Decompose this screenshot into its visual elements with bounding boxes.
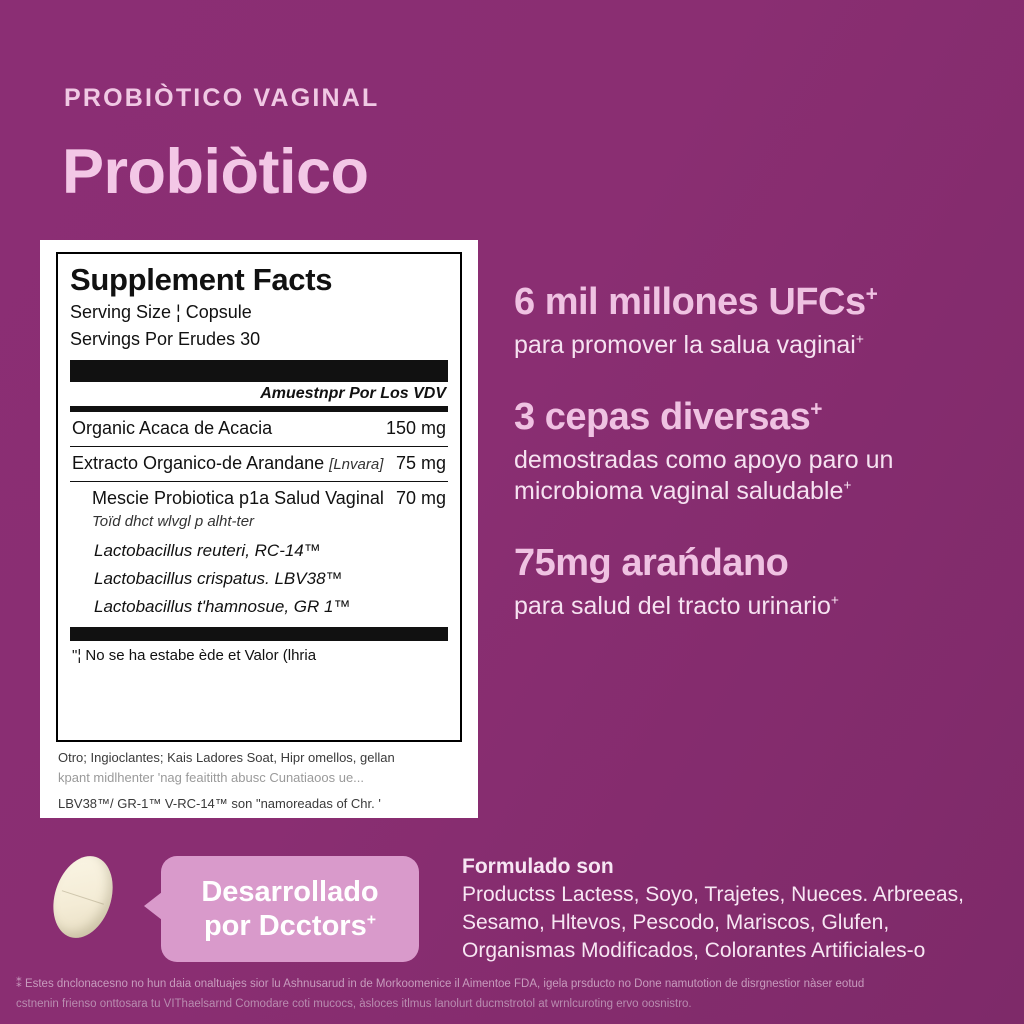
claim-body-text: para promover la salua vaginai [514,330,856,359]
serving-size: Serving Size ¦ Copsule [70,301,252,322]
ingredient-name [72,453,386,475]
status-badge [161,856,419,962]
ingredient-note: Toïd dhct wlvgl p alht-ter [92,512,255,530]
claim-item [514,543,994,622]
strain-item: Lactobacillus reuteri, RC-14™ [94,541,321,561]
badge-line-1: Desarrollado [201,875,379,908]
fda-disclaimer [16,975,1012,1014]
claim-body-sup: + [843,477,852,493]
claim-body [514,591,994,622]
badge-line-2: por Dcctors [203,910,367,942]
strain-item: Lactobacillus crispatus. LBV38™ [94,569,343,589]
page-title: Probiòtico [62,137,369,207]
claim-item [514,282,994,361]
table-row [70,412,448,446]
claim-heading-sup: + [865,282,878,306]
strain-item: Lactobacillus t'hamnosue, GR 1™ [94,597,351,617]
claim-item [514,397,994,507]
claim-heading-text: 6 mil millones UFCs [514,281,866,323]
claim-heading-sup: + [810,397,822,421]
supplement-facts-box [56,252,462,742]
claim-body [514,330,994,361]
ingredient-name [92,488,386,531]
disclaimer-line-1: ⁑ Estes dnclonacesno no hun daia onaltuajes sior lu Ashnusarud in de Morkoomenice il Aimentoe FDA, igela prsducto no Done namutotion de disrgnestior nàser eotud [16,978,865,990]
claim-heading [514,397,994,439]
table-row [70,482,448,537]
ingredient-name: Organic Acaca de Acacia [72,418,273,439]
claim-heading [514,543,994,585]
supplement-facts-panel [40,240,478,818]
allergen-body: Productss Lactess, Soyo, Trajetes, Nueces. Arbreeas, Sesamo, Hltevos, Pescodo, Mariscos, Glufen, Organismas Modificados, Colorantes Artificiales-o [462,883,964,962]
disclaimer-line-2: cstnenin frienso onttosara tu VIThaelsarnd Comodare coti mucocs, àsloces itlmus lanolurt ducmstrotol at wrnlcuroting ervo oosnistro. [16,997,692,1010]
claim-body [514,445,994,508]
capsule-illustration [43,848,122,945]
allergen-heading: Formulado son [462,855,614,878]
allergen-block [462,855,990,965]
ingredient-amount: 70 mg [395,488,446,509]
badge-text [201,875,378,943]
facts-thick-bar [70,360,448,382]
claim-heading-text: 3 cepas diversas [514,396,811,439]
ingredient-amount: 75 mg [395,453,446,474]
daily-value-footnote: "¦ No se ha estabe ède et Valor (lhria [72,647,317,665]
ingredient-name-text: Mescie Probiotica p1a Salud Vaginal [92,488,384,509]
other-ingredients [58,748,462,814]
claim-body-sup: + [830,592,839,608]
trademark-note: LBV38™/ GR-1™ V-RC-14™ son "namoreadas of Chr. ' [58,796,381,812]
claim-heading-text: 75mg arańdano [514,542,789,585]
claim-heading [514,282,994,324]
ingredient-amount: 150 mg [385,418,446,439]
servings-per-container: Servings Por Erudes 30 [70,329,261,350]
supplement-facts-title: Supplement Facts [70,262,333,297]
facts-thick-bar [70,627,448,641]
claim-body-text: demostradas como apoyo paro un microbioma vaginal saludable [514,445,894,506]
other-ingredients-line2: kpant midlhenter 'nag feaititth abusc Cunatiaoos ue... [58,770,365,786]
claim-body-text: para salud del tracto urinario [514,592,831,621]
table-row [70,447,448,481]
other-ingredients-line1: Otro; Ingioclantes; Kais Ladores Soat, Hipr omellos, gellan [58,750,395,765]
ingredient-note: [Lnvara] [329,456,384,474]
claim-body-sup: + [855,331,864,347]
amount-per-serving-header: Amuestnpr Por Los VDV [260,385,446,403]
ingredient-name-text: Extracto Organico-de Arandane [72,453,325,474]
claims-list [514,282,994,658]
eyebrow-text: PROBIÒTICO VAGINAL [64,84,380,112]
badge-sup: + [366,911,377,929]
